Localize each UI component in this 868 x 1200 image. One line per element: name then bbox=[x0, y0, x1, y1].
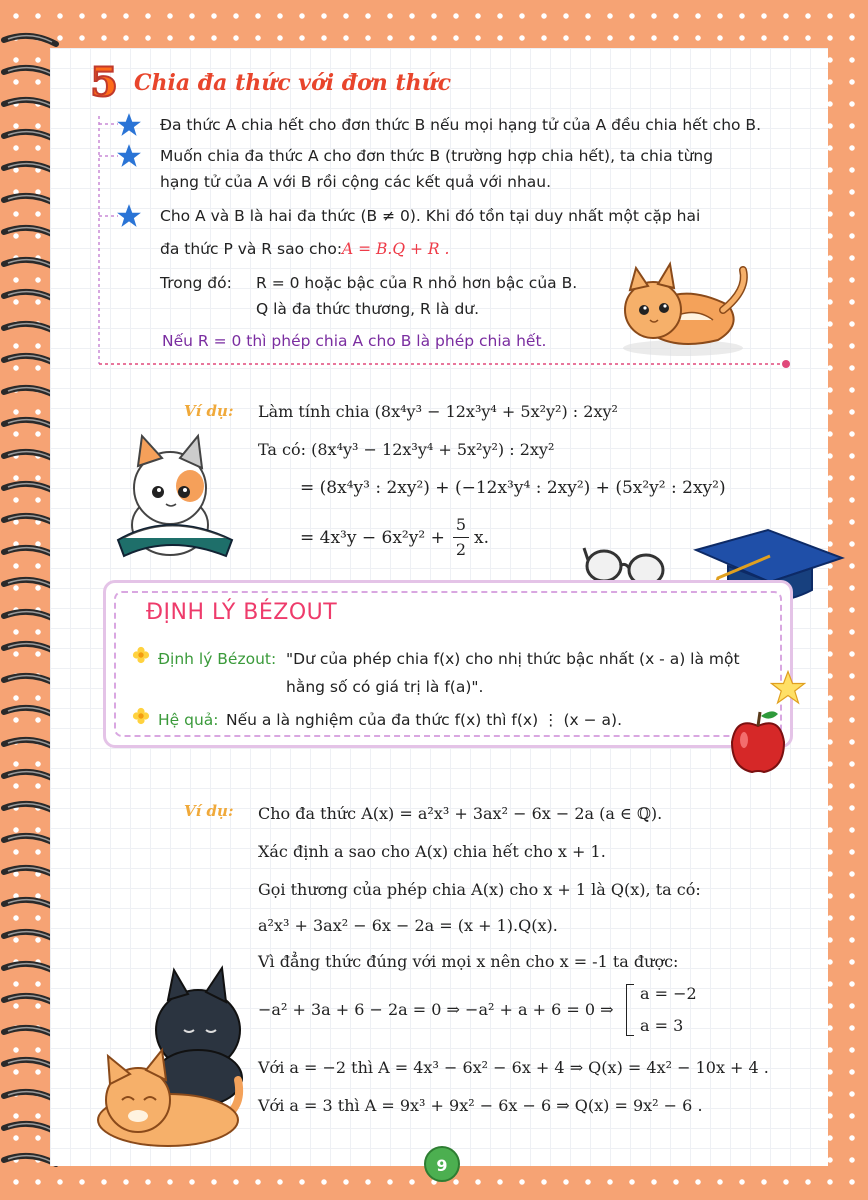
star-bullet-icon bbox=[116, 112, 142, 138]
yellow-star-icon bbox=[770, 670, 806, 706]
example2-label: Ví dụ: bbox=[184, 802, 234, 820]
example2-equation: −a² + 3a + 6 − 2a = 0 ⇒ −a² + a + 6 = 0 ⇒ bbox=[258, 1000, 614, 1019]
example2-result2: Với a = 3 thì A = 9x³ + 9x² − 6x − 6 ⇒ Q(x) = 9x² − 6 . bbox=[258, 1096, 703, 1115]
where-line1: R = 0 hoặc bậc của R nhỏ hơn bậc của B. bbox=[256, 274, 578, 292]
page-number: 9 bbox=[424, 1146, 460, 1182]
apple-illustration bbox=[728, 706, 788, 776]
section-number: 5 bbox=[90, 59, 118, 106]
star-bullet-icon bbox=[116, 143, 142, 169]
bezout-theorem-label: Định lý Bézout: bbox=[158, 650, 277, 668]
fraction-numerator: 5 bbox=[455, 515, 467, 534]
example2-substitute: Vì đẳng thức đúng với mọi x nên cho x = -1 ta được: bbox=[258, 952, 679, 971]
example1-step2: = (8x⁴y³ : 2xy²) + (−12x³y⁴ : 2xy²) + (5x²y² : 2xy²) bbox=[300, 478, 726, 498]
example1-label: Ví dụ: bbox=[184, 402, 234, 420]
solution-case1: a = −2 bbox=[640, 984, 697, 1003]
cat-lying-illustration bbox=[608, 250, 758, 360]
bullet-uniqueness-line1: Cho A và B là hai đa thức (B ≠ 0). Khi đó tồn tại duy nhất một cặp hai bbox=[160, 207, 701, 225]
where-label: Trong đó: bbox=[160, 274, 232, 292]
bullet-uniqueness-line2: đa thức P và R sao cho: bbox=[160, 240, 343, 258]
flower-bullet-icon bbox=[132, 646, 150, 664]
example2-problem: Cho đa thức A(x) = a²x³ + 3ax² − 6x − 2a (a ∈ ℚ). bbox=[258, 804, 663, 823]
exact-division-note: Nếu R = 0 thì phép chia A cho B là phép chia hết. bbox=[162, 332, 547, 350]
example2-result1: Với a = −2 thì A = 4x³ − 6x² − 6x + 4 ⇒ Q(x) = 4x² − 10x + 4 . bbox=[258, 1058, 769, 1077]
solution-bracket bbox=[626, 984, 634, 1036]
bezout-theorem-line1: "Dư của phép chia f(x) cho nhị thức bậc nhất (x - a) là một bbox=[286, 650, 740, 668]
example1-step3: = 4x³y − 6x²y² + bbox=[300, 528, 445, 548]
bezout-corollary-text: Nếu a là nghiệm của đa thức f(x) thì f(x) ⋮ (x − a). bbox=[226, 711, 622, 729]
example2-identity: a²x³ + 3ax² − 6x − 2a = (x + 1).Q(x). bbox=[258, 916, 558, 935]
solution-case2: a = 3 bbox=[640, 1016, 684, 1035]
section-title: Chia đa thức với đơn thức bbox=[134, 70, 452, 96]
division-formula: A = B.Q + R . bbox=[342, 240, 450, 258]
cat-reading-illustration bbox=[100, 430, 240, 570]
bullet-method-line2: hạng tử của A với B rồi cộng các kết quả với nhau. bbox=[160, 173, 552, 191]
bezout-corollary-label: Hệ quả: bbox=[158, 711, 219, 729]
fraction-denominator: 2 bbox=[455, 540, 467, 559]
example1-problem: Làm tính chia (8x⁴y³ − 12x³y⁴ + 5x²y²) : 2xy² bbox=[258, 402, 618, 421]
example1-step1: Ta có: (8x⁴y³ − 12x³y⁴ + 5x²y²) : 2xy² bbox=[258, 440, 555, 459]
fraction-bar bbox=[453, 537, 469, 538]
bezout-theorem-line2: hằng số có giá trị là f(a)". bbox=[286, 678, 484, 696]
bezout-title: ĐỊNH LÝ BÉZOUT bbox=[146, 600, 338, 625]
example2-task: Xác định a sao cho A(x) chia hết cho x + 1. bbox=[258, 842, 606, 861]
example1-step3-end: x. bbox=[474, 528, 489, 548]
star-bullet-icon bbox=[116, 203, 142, 229]
stacked-cats-illustration bbox=[88, 960, 248, 1150]
bullet-divisibility: Đa thức A chia hết cho đơn thức B nếu mọi hạng tử của A đều chia hết cho B. bbox=[160, 116, 761, 134]
example2-step1: Gọi thương của phép chia A(x) cho x + 1 là Q(x), ta có: bbox=[258, 880, 701, 899]
bullet-method-line1: Muốn chia đa thức A cho đơn thức B (trường hợp chia hết), ta chia từng bbox=[160, 147, 714, 165]
where-line2: Q là đa thức thương, R là dư. bbox=[256, 300, 480, 318]
flower-bullet-icon bbox=[132, 707, 150, 725]
